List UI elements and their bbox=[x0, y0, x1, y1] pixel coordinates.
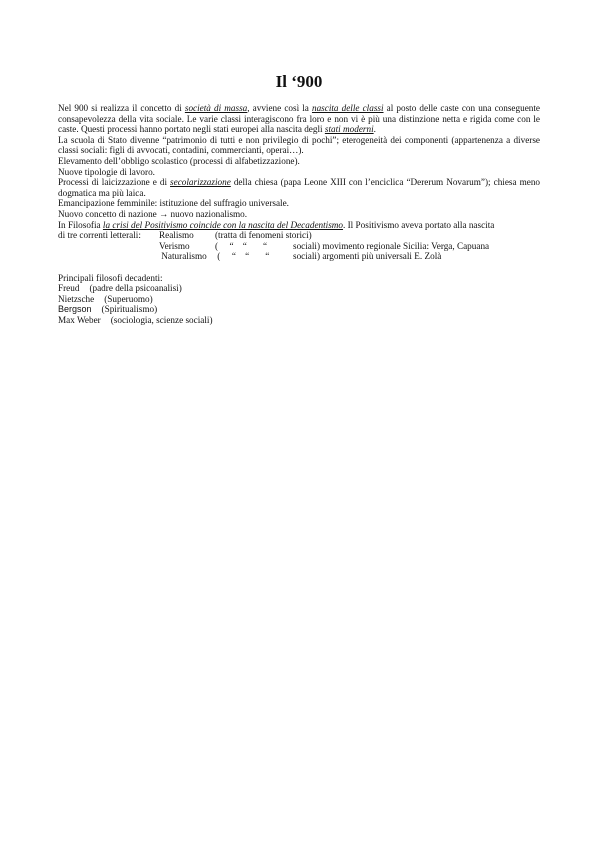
paragraph-nationalism: Nuovo concetto di nazione → nuovo nazionalismo. bbox=[58, 208, 248, 219]
current-row-naturalismo bbox=[58, 251, 540, 262]
paragraph-compulsory-school: Elevamento dell’obbligo scolastico (processi di alfabetizzazione). bbox=[58, 155, 300, 166]
text-run: al posto delle caste con una conseguente consapevolezza della vita sociale. Le varie classi interagiscono fra loro e non vi è più una distinzione netta e rigida come con le caste. Questi processi hanno portato negli stati europei alla nascita degli bbox=[58, 103, 540, 135]
literary-currents-list bbox=[58, 230, 540, 262]
text-run: . bbox=[373, 124, 376, 135]
paragraph-philosophy bbox=[58, 220, 540, 231]
text-run: della chiesa (papa Leone XIII con l’enciclica “Dererum Novarum”); chiesa meno dogmatica ma più laica. bbox=[58, 177, 541, 198]
indent bbox=[58, 241, 159, 252]
underlined-term-secolarizzazione: secolarizzazione bbox=[170, 177, 231, 188]
paragraph-secularization bbox=[58, 177, 540, 198]
paragraph-state-school: La scuola di Stato divenne “patrimonio di tutti e non privilegio di pochi”; eterogeneità dei componenti (appartenenza a diverse classi sociali: figli di avvocati, contadini, commercianti, operai…). bbox=[58, 134, 540, 156]
philosophers-list bbox=[58, 283, 540, 325]
philosopher-desc: (Superuomo) bbox=[104, 293, 153, 304]
philosopher-name: Nietzsche bbox=[58, 293, 95, 304]
philosopher-desc: (padre della psicoanalisi) bbox=[89, 283, 182, 294]
underlined-term-societa-di-massa: società di massa bbox=[184, 103, 248, 113]
underlined-term-crisi-positivismo: la crisi del Positivismo coincide con la nascita del Decadentismo bbox=[102, 219, 344, 230]
current-name: Verismo bbox=[159, 240, 190, 251]
current-description: (tratta di fenomeni storici) bbox=[215, 230, 312, 241]
page-title: Il ‘900 bbox=[275, 72, 323, 91]
current-description: sociali) movimento regionale Sicilia: Verga, Capuana bbox=[293, 240, 490, 251]
current-row-realismo bbox=[58, 230, 540, 241]
current-description: sociali) argomenti più universali E. Zolà bbox=[293, 251, 442, 262]
philosopher-desc: (sociologia, scienze sociali) bbox=[110, 314, 213, 325]
paragraph-women-emancipation: Emancipazione femminile: istituzione del suffragio universale. bbox=[58, 198, 289, 209]
philosopher-name: Max Weber bbox=[58, 314, 101, 325]
philosopher-desc: (Spiritualismo) bbox=[101, 304, 158, 315]
list-item bbox=[58, 304, 540, 315]
text-run: , avviene così la bbox=[247, 103, 312, 113]
blank-line bbox=[58, 262, 540, 273]
ditto-marks: ( “ “ “ bbox=[215, 240, 268, 251]
text-run: . Il Positivismo aveva portato alla nascita bbox=[343, 219, 495, 230]
list-item bbox=[58, 283, 540, 294]
underlined-term-stati-moderni: stati moderni bbox=[324, 124, 374, 135]
currents-lead-label: di tre correnti letterali: bbox=[58, 230, 141, 241]
text-run: Nel 900 si realizza il concetto di bbox=[58, 103, 185, 113]
indent bbox=[58, 251, 159, 262]
list-item bbox=[58, 294, 540, 305]
current-name: Realismo bbox=[159, 230, 194, 241]
document-body bbox=[58, 103, 540, 325]
ditto-marks: ( “ “ “ bbox=[215, 251, 270, 262]
philosopher-name: Bergson bbox=[58, 304, 92, 315]
philosopher-name: Freud bbox=[58, 283, 80, 294]
paragraph-mass-society bbox=[58, 103, 540, 135]
philosophers-heading: Principali filosofi decadenti: bbox=[58, 272, 163, 283]
underlined-term-nascita-delle-classi: nascita delle classi bbox=[311, 103, 384, 113]
text-run: Processi di laicizzazione e di bbox=[58, 177, 171, 188]
text-run: In Filosofia bbox=[58, 219, 103, 230]
list-item bbox=[58, 315, 540, 326]
paragraph-new-jobs: Nuove tipologie di lavoro. bbox=[58, 166, 155, 177]
current-row-verismo bbox=[58, 241, 540, 252]
current-name: Naturalismo bbox=[159, 251, 207, 262]
